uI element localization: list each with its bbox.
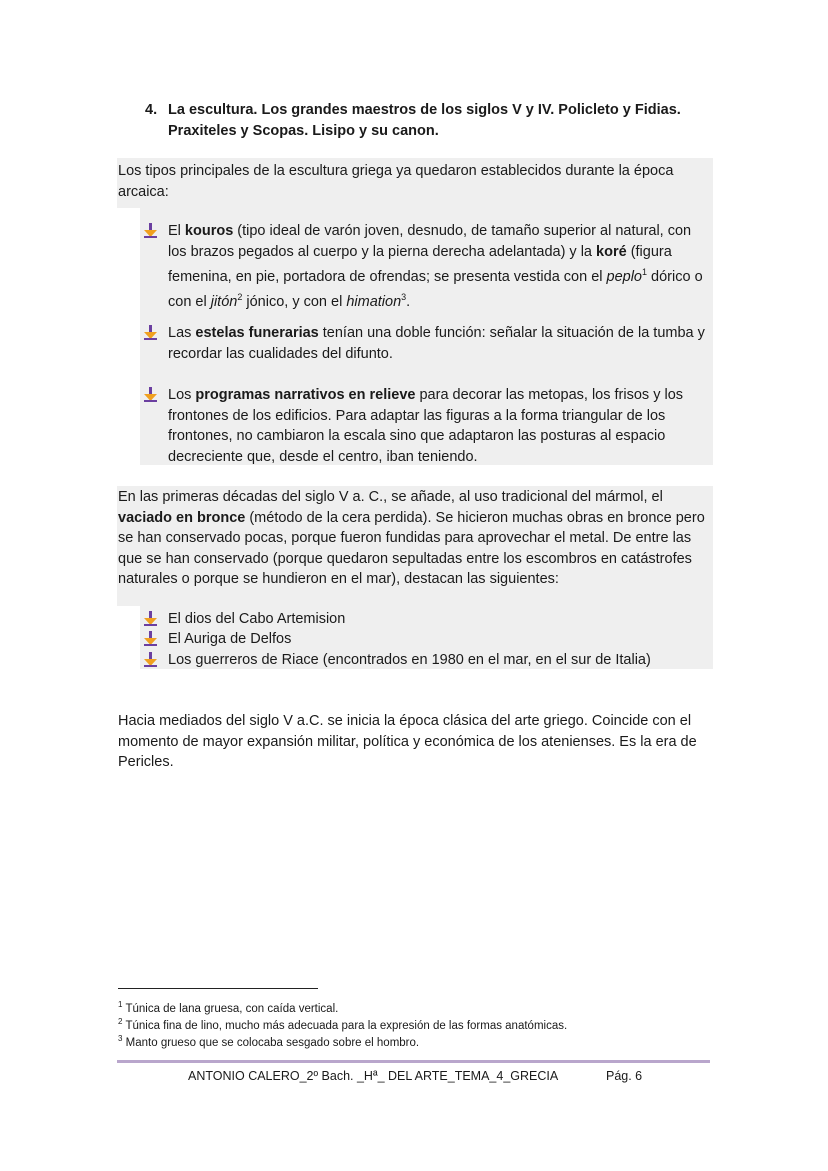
bronze-paragraph: En las primeras décadas del siglo V a. C., se añade, al uso tradicional del mármol, el vaciado en bronce (método de la cera perdida). Se hicieron muchas obras en bronce pero se han conservado pocas, porque fueron fundidas para aprovechar el metal. De entre las que se han conservado (porque quedaron sepultadas entre los escombros en catástrofes naturales o porque se hundieron en el mar), destacan las siguientes:: [118, 489, 705, 587]
section-title-line-2: Praxiteles y Scopas. Lisipo y su canon.: [168, 123, 439, 139]
list-item-kouros-kore: El kouros (tipo ideal de varón joven, desnudo, de tamaño superior al natural, con los brazos pegados al cuerpo y la pierna derecha adelantada) y la koré (figura femenina, en pie, portadora de ofrendas; se presenta vestida con el peplo$^1$ dórico o con el jitón$^2$ jónico, y con el himation$^3$.: [168, 223, 703, 311]
footnote-ref-3[interactable]: 3: [401, 292, 407, 303]
list-item-riace: Los guerreros de Riace (encontrados en 1980 en el mar, en el sur de Italia): [168, 652, 651, 668]
list-item-auriga: El Auriga de Delfos: [168, 631, 292, 647]
list-item-estelas: Las estelas funerarias tenían una doble función: señalar la situación de la tumba y recordar las cualidades del difunto.: [168, 325, 705, 362]
closing-paragraph: Hacia mediados del siglo V a.C. se inicia la época clásica del arte griego. Coincide con el momento de mayor expansión militar, política y económica de los atenienses. Es la era de Pericles.: [118, 713, 697, 770]
footnote-1: $^1$ Túnica de lana gruesa, con caída vertical.: [118, 1000, 339, 1015]
footer-author: ANTONIO CALERO_2º Bach. _Hª_ DEL ARTE_TEMA_4_GRECIA: [188, 1069, 559, 1083]
intro-paragraph: Los tipos principales de la escultura griega ya quedaron establecidos durante la época arcaica:: [118, 163, 674, 200]
footer-rule: [117, 1060, 710, 1063]
footnote-ref-2[interactable]: 2: [237, 292, 243, 303]
arrow-down-bullet-icon: [143, 630, 159, 646]
arrow-down-bullet-icon: [143, 222, 159, 238]
list-item-programas: Los programas narrativos en relieve para decorar las metopas, los frisos y los frontones de los edificios. Para adaptar las figuras a la forma triangular de los frontones, no cambiaron la escala sino que adaptaron las posturas al espacio decreciente que, desde el centro, iban teniendo.: [168, 387, 684, 465]
footnote-separator: [118, 988, 318, 989]
footnote-ref-1[interactable]: 1: [642, 267, 648, 277]
footer-page-number: Pág. 6: [606, 1069, 643, 1083]
list-item-artemision: El dios del Cabo Artemision: [168, 611, 346, 627]
arrow-down-bullet-icon: [143, 386, 159, 402]
section-number: 4.: [145, 102, 158, 118]
arrow-down-bullet-icon: [143, 324, 159, 340]
section-heading: [145, 100, 705, 142]
section-title-line-1: La escultura. Los grandes maestros de los siglos V y IV. Policleto y Fidias.: [168, 102, 681, 118]
arrow-down-bullet-icon: [143, 651, 159, 667]
arrow-down-bullet-icon: [143, 610, 159, 626]
footnote-2: $^2$ Túnica fina de lino, mucho más adecuada para la expresión de las formas anatómicas.: [118, 1017, 568, 1032]
footnote-3: $^3$ Manto grueso que se colocaba sesgado sobre el hombro.: [118, 1034, 420, 1049]
